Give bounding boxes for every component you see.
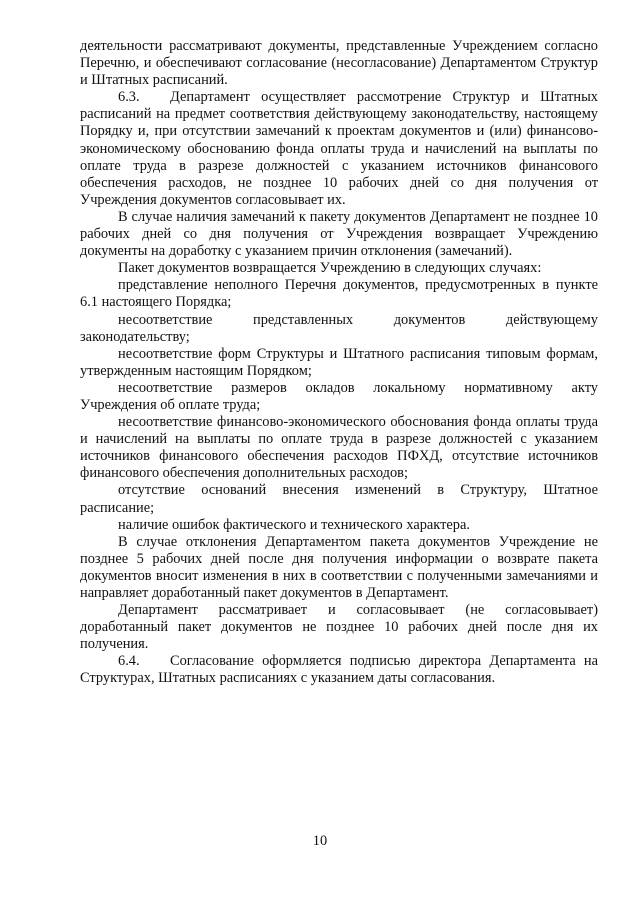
clause-6-3 <box>80 89 598 209</box>
paragraph: Департамент рассматривает и согласовывает (не согласовывает) доработанный пакет документов не позднее 10 рабочих дней после дня их получения. <box>80 602 598 653</box>
list-item: представление неполного Перечня документов, предусмотренных в пункте 6.1 настоящего Порядка; <box>80 277 598 311</box>
clause-6-4 <box>80 653 598 687</box>
clause-number: 6.3. <box>118 89 140 106</box>
paragraph: В случае отклонения Департаментом пакета документов Учреждение не позднее 5 рабочих дней после дня получения информации о возврате пакета документов вносит изменения в них в соответствии с полученными замечаниями и направляет доработанный пакет документов в Департамент. <box>80 533 598 601</box>
list-item: наличие ошибок фактического и технического характера. <box>118 516 470 533</box>
page-number: 10 <box>312 833 328 849</box>
list-item: несоответствие финансово-экономического обоснования фонда оплаты труда и начислений на выплаты по оплате труда в разрезе должностей с указанием источников финансового обеспечения расходов ПФХД, отсутствие источников финансового обеспечения дополнительных расходов; <box>80 414 598 482</box>
clause-text: Согласование оформляется подписью директора Департамента на Структурах, Штатных расписаниях с указанием даты согласования. <box>80 653 598 687</box>
clause-text: Департамент осуществляет рассмотрение Структур и Штатных расписаний на предмет соответствия действующему законодательству, настоящему Порядку и, при отсутствии замечаний к проектам документов и (или) финансово-экономическому обоснованию фонда оплаты труда и начислений на выплаты по оплате труда в разрезе должностей с указанием источников финансового обеспечения расходов, не позднее 10 рабочих дней со дня получения от Учреждения документов согласовывает их. <box>80 89 598 208</box>
paragraph: Пакет документов возвращается Учреждению в следующих случаях: <box>118 260 542 277</box>
paragraph-continuation: деятельности рассматривают документы, представленные Учреждением согласно Перечню, и обеспечивают согласование (несогласование) Департаментом Структур и Штатных расписаний. <box>80 38 598 89</box>
list-item: несоответствие форм Структуры и Штатного расписания типовым формам, утвержденным настоящим Порядком; <box>80 345 598 379</box>
document-body <box>80 38 598 688</box>
list-item: несоответствие размеров окладов локальному нормативному акту Учреждения об оплате труда; <box>80 379 598 413</box>
paragraph: В случае наличия замечаний к пакету документов Департамент не позднее 10 рабочих дней со дня получения от Учреждения возвращает Учреждению документы на доработку с указанием причин отклонения (замечаний). <box>80 208 598 260</box>
list-item: несоответствие представленных документов действующему законодательству; <box>80 311 598 345</box>
clause-number: 6.4. <box>118 653 140 670</box>
list-item: отсутствие оснований внесения изменений в Структуру, Штатное расписание; <box>80 482 598 516</box>
